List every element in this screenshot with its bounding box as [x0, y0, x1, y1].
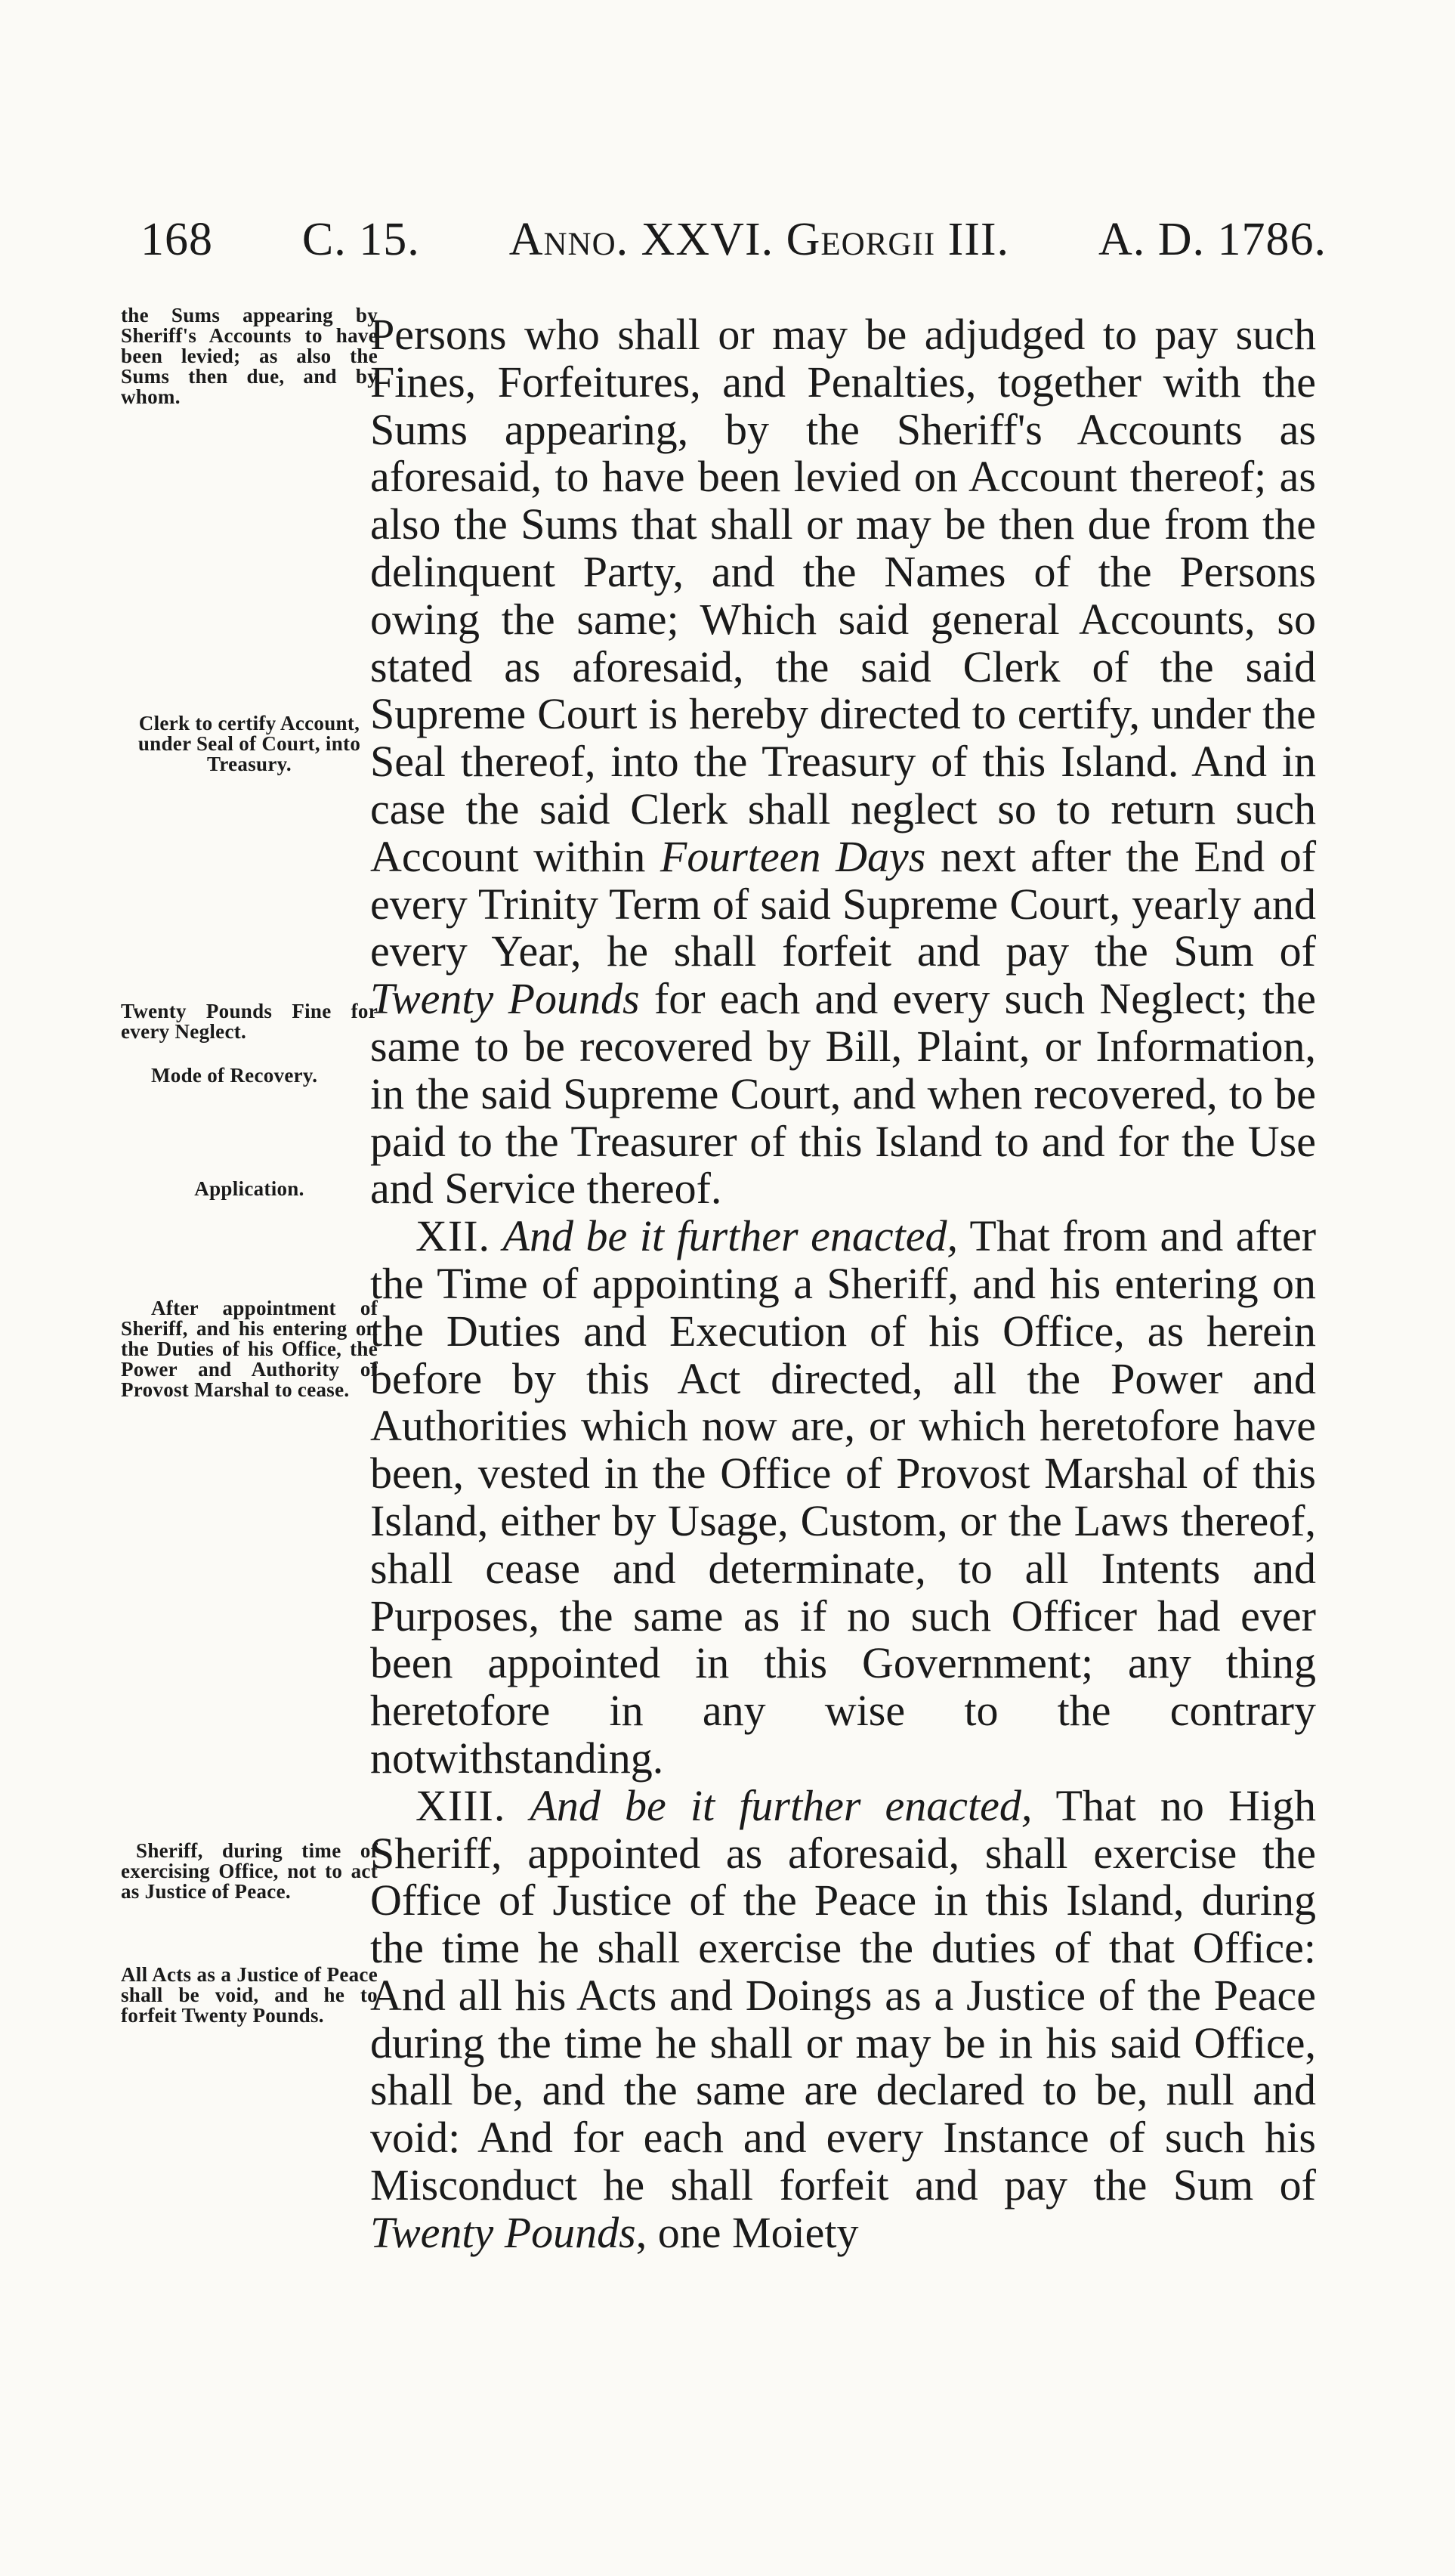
chapter-number: C. 15. — [301, 214, 420, 265]
running-head — [141, 213, 1327, 267]
margin-note-clerk-certify: Clerk to certify Account, under Seal of Court, into Treasury. — [137, 712, 361, 775]
margin-note-twenty-pounds-fine: Twenty Pounds Fine for every Neglect. — [121, 1000, 378, 1043]
margin-note-provost-marshal: After appointment of Sheriff, and his entering on the Duties of his Office, the Power and Authority of Provost Marshal to cease. — [121, 1297, 378, 1401]
main-text — [370, 311, 1316, 2257]
regnal-year: Anno. XXVI. Georgii III. — [508, 214, 1010, 265]
paragraph-continuation: Persons who shall or may be adjudged to pay such Fines, Forfeitures, and Penalties, together with the Sums appearing, by the Sheriff's Accounts as aforesaid, to have been levied on Account thereof; as also the Sums that shall or may be then due from the delinquent Party, and the Names of the Persons owing the same; Which said general Accounts, so stated as aforesaid, the said Clerk of the said Supreme Court is hereby directed to certify, under the Seal thereof, into the Treasury of this Island. And in case the said Clerk shall neglect so to return such Account within Fourteen Days next after the End of every Trinity Term of said Supreme Court, yearly and every Year, he shall forfeit and pay the Sum of Twenty Pounds for each and every such Neglect; the same to be recovered by Bill, Plaint, or Information, in the said Supreme Court, and when recovered, to be paid to the Treasurer of this Island to and for the Use and Service thereof. — [370, 310, 1317, 1214]
page-number: 168 — [141, 214, 213, 265]
year-date: A. D. 1786. — [1098, 214, 1327, 265]
margin-note-sheriff-not-justice: Sheriff, during time of exercising Office, not to act as Justice of Peace. — [121, 1839, 378, 1903]
margin-note-sums-appearing: the Sums appearing by Sheriff's Accounts to have been levied; as also the Sums then due, and by whom. — [121, 304, 378, 408]
margin-note-mode-of-recovery: Mode of Recovery. — [151, 1064, 318, 1087]
section-xiii: XIII. And be it further enacted, That no High Sheriff, appointed as aforesaid, shall exercise the Office of Justice of the Peace in this Island, during the time he shall exercise the duties of that Office: And all his Acts and Doings as a Justice of the Peace during the time he shall or may be in his said Office, shall be, and the same are declared to be, null and void: And for each and every Instance of such his Misconduct he shall forfeit and pay the Sum of Twenty Pounds, one Moiety — [370, 1780, 1317, 2257]
section-xii: XII. And be it further enacted, That from and after the Time of appointing a Sheriff, and his entering on the Duties and Execution of his Office, as herein before by this Act directed, all the Power and Authorities which now are, or which heretofore have been, vested in the Office of Provost Marshal of this Island, either by Usage, Custom, or the Laws thereof, shall cease and determinate, to all Intents and Purposes, the same as if no such Officer had ever been appointed in this Government; any thing heretofore in any wise to the contrary notwithstanding. — [370, 1211, 1317, 1783]
margin-note-application: Application. — [194, 1177, 304, 1200]
margin-note-acts-void: All Acts as a Justice of Peace shall be void, and he to forfeit Twenty Pounds. — [121, 1963, 378, 2027]
